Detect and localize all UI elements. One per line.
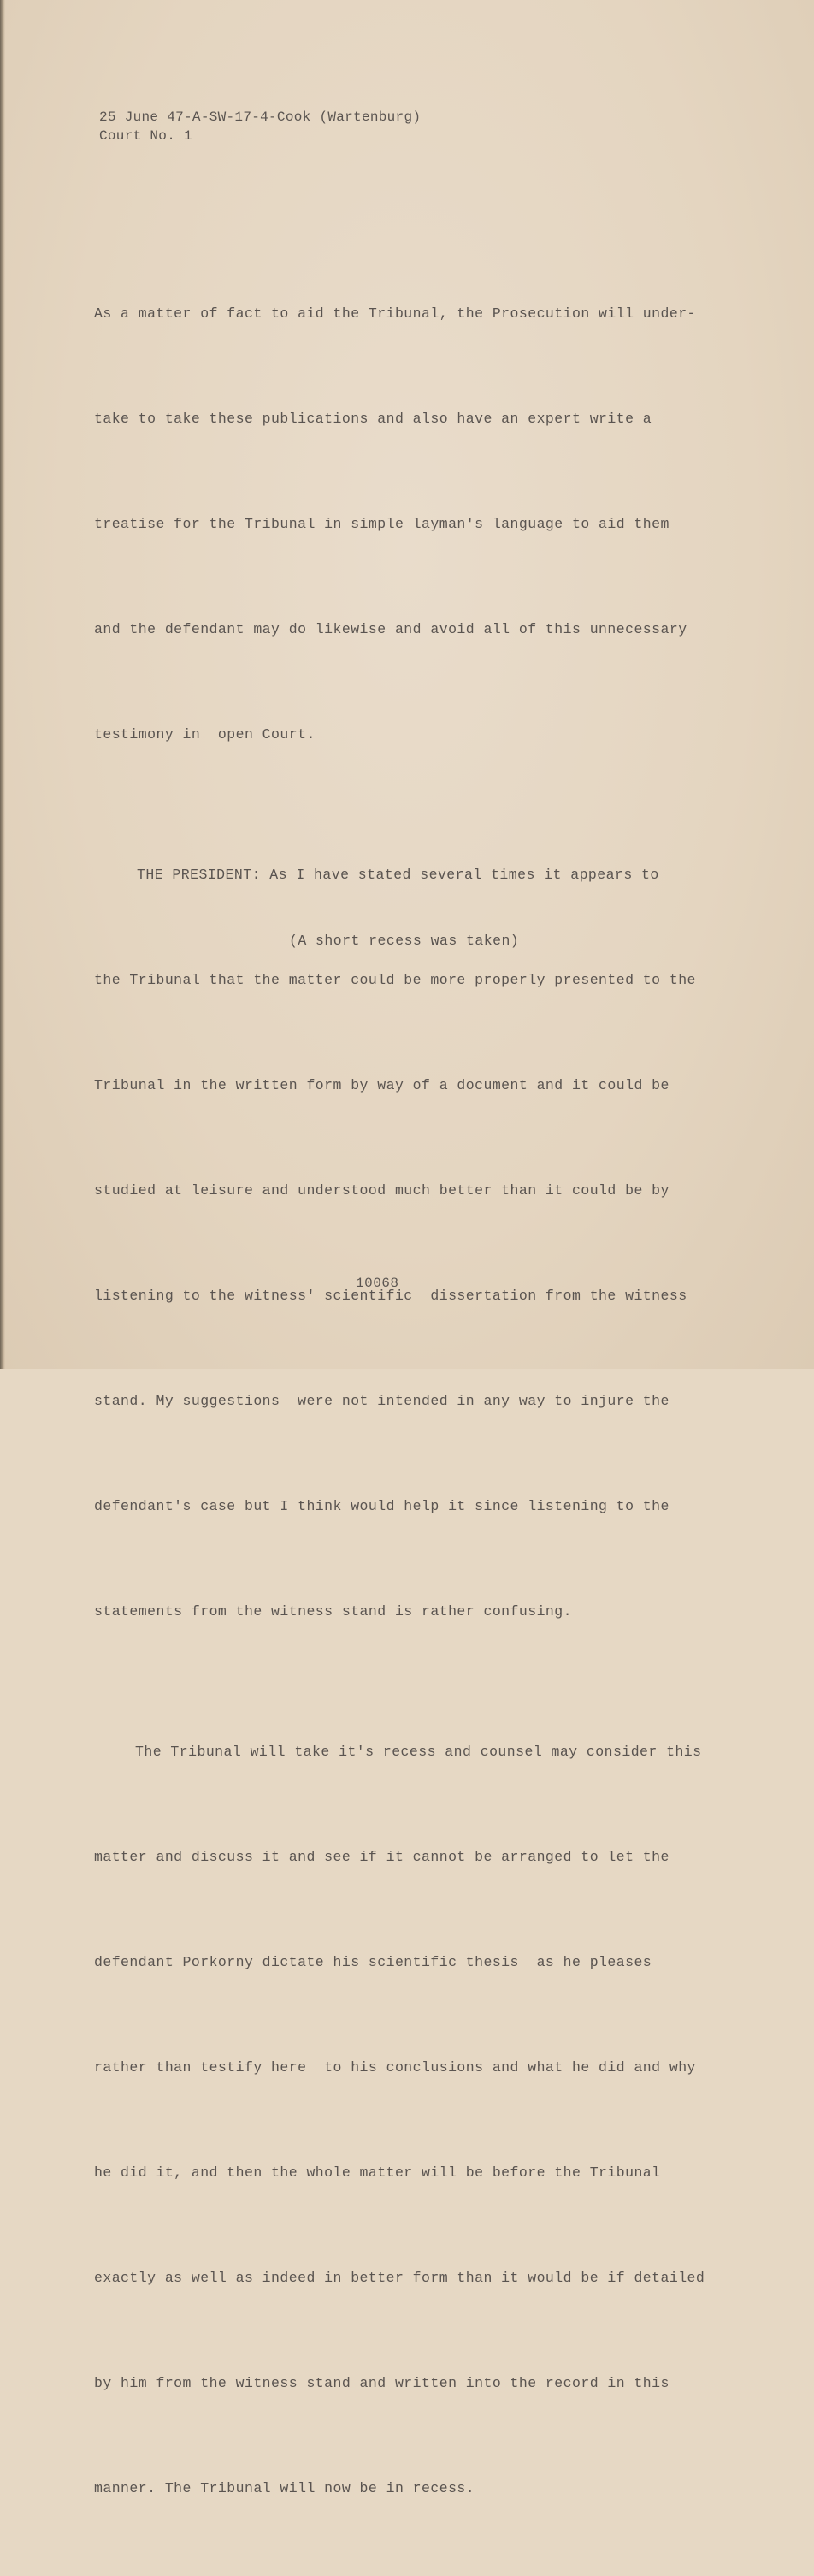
text-line: studied at leisure and understood much better than it could be by <box>94 1182 669 1199</box>
text-line: listening to the witness' scientific dissertation from the witness <box>94 1288 687 1304</box>
text-line: he did it, and then the whole matter will be before the Tribunal <box>94 2164 661 2181</box>
text-line: treatise for the Tribunal in simple layman's language to aid them <box>94 516 669 532</box>
text-line: rather than testify here to his conclusions and what he did and why <box>94 2059 696 2076</box>
text-line: matter and discuss it and see if it cannot be arranged to let the <box>94 1849 669 1865</box>
text-line: statements from the witness stand is rather confusing. <box>94 1603 572 1620</box>
header-court-line: Court No. 1 <box>99 128 192 144</box>
text-line: the Tribunal that the matter could be more properly presented to the <box>94 972 696 988</box>
text-line: defendant Porkorny dictate his scientific thesis as he pleases <box>94 1954 652 1970</box>
text-line: Tribunal in the written form by way of a document and it could be <box>94 1077 669 1093</box>
text-line: testimony in open Court. <box>94 726 316 743</box>
page-number: 10068 <box>356 1276 399 1291</box>
text-line: exactly as well as indeed in better form than it would be if detailed <box>94 2270 705 2286</box>
text-line: The Tribunal will take it's recess and counsel may consider this <box>135 1744 702 1760</box>
text-line: by him from the witness stand and written into the record in this <box>94 2375 669 2391</box>
text-line: and the defendant may do likewise and avoid all of this unnecessary <box>94 621 687 637</box>
text-line: manner. The Tribunal will now be in recess. <box>94 2480 475 2496</box>
text-line: take to take these publications and also have an expert write a <box>94 411 652 427</box>
text-line: THE PRESIDENT: As I have stated several times it appears to <box>137 867 659 883</box>
recess-note: (A short recess was taken) <box>289 933 520 949</box>
header-session-line: 25 June 47-A-SW-17-4-Cook (Wartenburg) <box>99 110 422 125</box>
transcript-body <box>94 191 710 2576</box>
text-line: stand. My suggestions were not intended in any way to injure the <box>94 1393 669 1409</box>
document-header <box>99 108 421 145</box>
page-edge-shadow <box>0 0 5 1369</box>
text-line: As a matter of fact to aid the Tribunal, the Prosecution will under- <box>94 305 696 322</box>
text-line: defendant's case but I think would help it since listening to the <box>94 1498 669 1514</box>
